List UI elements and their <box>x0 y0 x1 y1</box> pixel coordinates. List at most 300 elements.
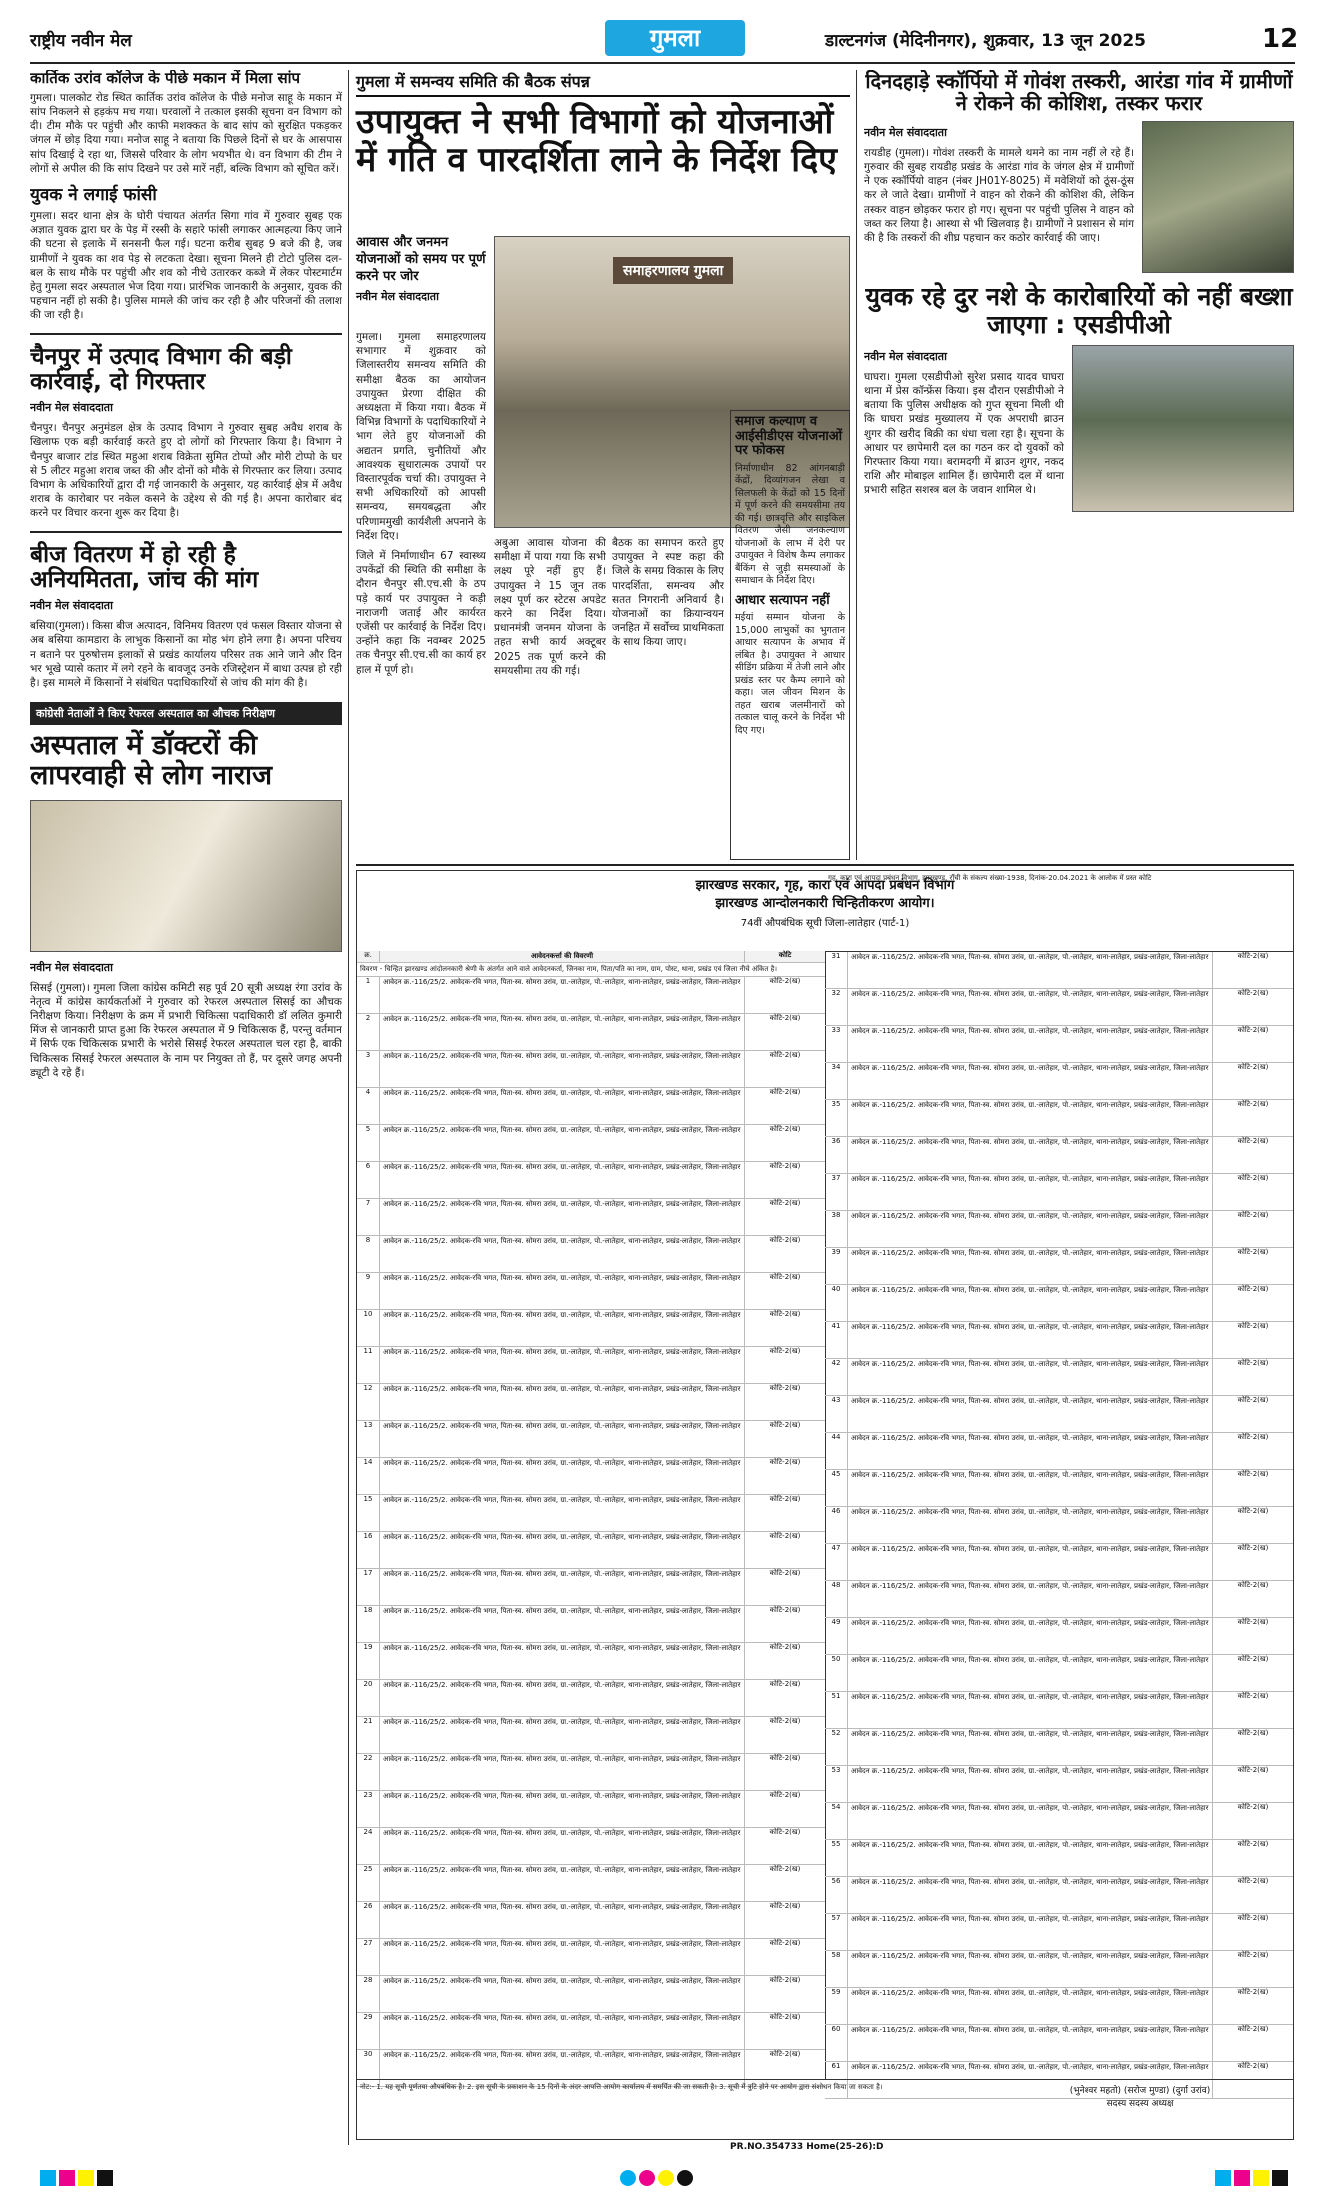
row-entry: आवेदन क्र.-116/25/2. आवेदक-रवि भगत, पिता-स्व. सोमरा उरांव, ग्रा.-लातेहार, पो.-लातेहार, थाना-लातेहार, प्रखंड-लातेहार, जिला-लातेहार <box>380 1939 745 1975</box>
row-category: कोटि-2(ख) <box>769 977 801 985</box>
swatch-yellow <box>78 2170 94 2186</box>
row-category: कोटि-2(ख) <box>1237 1692 1269 1700</box>
row-category: कोटि-2(ख) <box>1237 1914 1269 1922</box>
row-number: 35 <box>825 1100 848 1136</box>
table-row <box>825 2025 1293 2062</box>
row-category: कोटि-2(ख) <box>769 1125 801 1133</box>
row-entry: आवेदन क्र.-116/25/2. आवेदक-रवि भगत, पिता-स्व. सोमरा उरांव, ग्रा.-लातेहार, पो.-लातेहार, थाना-लातेहार, प्रखंड-लातेहार, जिला-लातेहार <box>380 1310 745 1346</box>
table-row <box>357 1310 825 1347</box>
swatch-yellow <box>1253 2170 1269 2186</box>
notice-signatures: (भुनेश्वर महतो) (सरोज मुण्डा) (दुर्गा उरांव) <box>1069 2086 1211 2096</box>
suicide-headline: युवक ने लगाई फांसी <box>30 185 157 206</box>
notice-rows-right <box>825 952 1293 2099</box>
row-entry: आवेदन क्र.-116/25/2. आवेदक-रवि भगत, पिता-स्व. सोमरा उरांव, ग्रा.-लातेहार, पो.-लातेहार, थाना-लातेहार, प्रखंड-लातेहार, जिला-लातेहार <box>848 1618 1213 1654</box>
main-body-p3: अबुआ आवास योजना की समीक्षा में पाया गया कि सभी लक्ष्य पूरे नहीं हुए हैं। उपायुक्त ने 15 जून तक लक्ष्य पूर्ण कर स्टेटस अपडेट करने का निर्देश दिया। प्रधानमंत्री जनमन योजना के तहत सभी कार्य अक्टूबर 2025 तक पूर्ण करने की समयसीमा तय की गई। <box>494 537 606 677</box>
table-row <box>825 1322 1293 1359</box>
row-entry: आवेदन क्र.-116/25/2. आवेदक-रवि भगत, पिता-स्व. सोमरा उरांव, ग्रा.-लातेहार, पो.-लातेहार, थाना-लातेहार, प्रखंड-लातेहार, जिला-लातेहार <box>848 1137 1213 1173</box>
row-number: 26 <box>357 1902 380 1938</box>
hospital-body: सिसई (गुमला)। गुमला जिला कांग्रेस कमिटी सह पूर्व 20 सूत्री अध्यक्ष रंगा उरांव के नेतृत्व में कांग्रेस कार्यकर्ताओं ने गुरुवार को रेफरल अस्पताल सिसई का औचक निरीक्षण किया। निरीक्षण के क्रम में प्रभारी चिकित्सा पदाधिकारी डॉ ललित कुमारी मिंज से जानकारी प्राप्त हुआ कि रेफरल अस्पताल में 9 चिकित्सक हैं, परन्तु वर्तमान में सिर्फ एक चिकित्सक प्रभारी के भरोसे सिसई रेफरल अस्पताल चल रहा है, बाकी चिकित्सक सिसई रेफरल अस्पताल के नाम पर नियुक्त तो हैं, पर दूसरे जगह अपनी ड्यूटी दे रहे हैं। <box>30 981 342 1079</box>
row-category: कोटि-2(ख) <box>1237 1174 1269 1182</box>
row-category: कोटि-2(ख) <box>769 2013 801 2021</box>
notice-title-3: 74वीं औपबंधिक सूची जिला-लातेहार (पार्ट-1) <box>740 918 910 929</box>
row-entry: आवेदन क्र.-116/25/2. आवेदक-रवि भगत, पिता-स्व. सोमरा उरांव, ग्रा.-लातेहार, पो.-लातेहार, थाना-लातेहार, प्रखंड-लातेहार, जिला-लातेहार <box>380 977 745 1013</box>
row-category: कोटि-2(ख) <box>1237 1137 1269 1145</box>
table-row <box>825 989 1293 1026</box>
row-entry: आवेदन क्र.-116/25/2. आवेदक-रवि भगत, पिता-स्व. सोमरा उरांव, ग्रा.-लातेहार, पो.-लातेहार, थाना-लातेहार, प्रखंड-लातेहार, जिला-लातेहार <box>848 1359 1213 1395</box>
row-number: 24 <box>357 1828 380 1864</box>
row-entry: आवेदन क्र.-116/25/2. आवेदक-रवि भगत, पिता-स्व. सोमरा उरांव, ग्रा.-लातेहार, पो.-लातेहार, थाना-लातेहार, प्रखंड-लातेहार, जिला-लातेहार <box>848 1211 1213 1247</box>
notice-roles: सदस्य सदस्य अध्यक्ष <box>1106 2099 1174 2109</box>
row-category: कोटि-2(ख) <box>769 1828 801 1836</box>
row-number: 21 <box>357 1717 380 1753</box>
row-category: कोटि-2(ख) <box>769 1717 801 1725</box>
row-number: 7 <box>357 1199 380 1235</box>
photo-banner-text: समाहरणालय गुमला <box>613 257 733 284</box>
row-number: 27 <box>357 1939 380 1975</box>
row-category: कोटि-2(ख) <box>1237 952 1269 960</box>
table-row <box>825 1803 1293 1840</box>
table-row <box>825 1507 1293 1544</box>
table-row <box>357 1162 825 1199</box>
divider <box>30 333 342 335</box>
row-number: 8 <box>357 1236 380 1272</box>
govt-notice <box>356 870 1294 2140</box>
row-number: 11 <box>357 1347 380 1383</box>
swatch-magenta <box>639 2170 655 2186</box>
row-entry: आवेदन क्र.-116/25/2. आवेदक-रवि भगत, पिता-स्व. सोमरा उरांव, ग्रा.-लातेहार, पो.-लातेहार, थाना-लातेहार, प्रखंड-लातेहार, जिला-लातेहार <box>848 1581 1213 1617</box>
row-number: 33 <box>825 1026 848 1062</box>
column-divider <box>856 70 857 860</box>
row-entry: आवेदन क्र.-116/25/2. आवेदक-रवि भगत, पिता-स्व. सोमरा उरांव, ग्रा.-लातेहार, पो.-लातेहार, थाना-लातेहार, प्रखंड-लातेहार, जिला-लातेहार <box>848 1248 1213 1284</box>
row-entry: आवेदन क्र.-116/25/2. आवेदक-रवि भगत, पिता-स्व. सोमरा उरांव, ग्रा.-लातेहार, पो.-लातेहार, थाना-लातेहार, प्रखंड-लातेहार, जिला-लातेहार <box>848 1914 1213 1950</box>
cattle-body: रायडीह (गुमला)। गोवंश तस्करी के मामले थमने का नाम नहीं ले रहे हैं। गुरुवार की सुबह रायडीह प्रखंड के आरंडा गांव के जंगल क्षेत्र में ग्रामीणों ने एक स्कॉर्पियो वाहन (नंबर JH01Y-8025) में मवेशियों को ठूंस-ठूंस कर ले जाते देखा। ग्रामीणों ने वाहन को रोकने की कोशिश की, लेकिन तस्कर वाहन छोड़कर फरार हो गए। सूचना पर पहुंची पुलिस ने वाहन को जब्त कर लिया है। आस्था से भी खिलवाड़ है। ग्रामीणों ने प्रशासन से मांग की है कि तस्करों की शीघ्र पहचान कर कठोर कार्रवाई की जाए। <box>864 146 1134 244</box>
row-number: 46 <box>825 1507 848 1543</box>
row-category: कोटि-2(ख) <box>769 2050 801 2058</box>
row-entry: आवेदन क्र.-116/25/2. आवेदक-रवि भगत, पिता-स्व. सोमरा उरांव, ग्रा.-लातेहार, पो.-लातेहार, थाना-लातेहार, प्रखंड-लातेहार, जिला-लातेहार <box>848 1655 1213 1691</box>
row-number: 57 <box>825 1914 848 1950</box>
row-number: 40 <box>825 1285 848 1321</box>
row-number: 39 <box>825 1248 848 1284</box>
cattle-headline: दिनदहाड़े स्कॉर्पियो में गोवंश तस्करी, आरंडा गांव में ग्रामीणों ने रोकने की कोशिश, तस्कर फरार <box>865 70 1293 116</box>
main-body-col1 <box>356 330 486 860</box>
drugs-headline: युवक रहे दुर नशे के कारोबारियों को नहीं बख्शा जाएगा : एसडीपीओ <box>865 281 1293 339</box>
table-row <box>825 1581 1293 1618</box>
table-row <box>357 977 825 1014</box>
row-number: 61 <box>825 2062 848 2098</box>
dateline: डाल्टनगंज (मेदिनीनगर), शुक्रवार, 13 जून 2025 <box>825 31 1146 51</box>
row-number: 23 <box>357 1791 380 1827</box>
row-number: 34 <box>825 1063 848 1099</box>
row-entry: आवेदन क्र.-116/25/2. आवेदक-रवि भगत, पिता-स्व. सोमरा उरांव, ग्रा.-लातेहार, पो.-लातेहार, थाना-लातेहार, प्रखंड-लातेहार, जिला-लातेहार <box>848 1174 1213 1210</box>
table-row <box>357 1384 825 1421</box>
main-subhead-box <box>356 234 486 310</box>
row-entry: आवेदन क्र.-116/25/2. आवेदक-रवि भगत, पिता-स्व. सोमरा उरांव, ग्रा.-लातेहार, पो.-लातेहार, थाना-लातेहार, प्रखंड-लातेहार, जिला-लातेहार <box>848 1544 1213 1580</box>
row-number: 42 <box>825 1359 848 1395</box>
section-tab <box>605 20 745 56</box>
row-number: 54 <box>825 1803 848 1839</box>
swatch-cyan <box>40 2170 56 2186</box>
row-entry: आवेदन क्र.-116/25/2. आवेदक-रवि भगत, पिता-स्व. सोमरा उरांव, ग्रा.-लातेहार, पो.-लातेहार, थाना-लातेहार, प्रखंड-लातेहार, जिला-लातेहार <box>848 1988 1213 2024</box>
row-entry: आवेदन क्र.-116/25/2. आवेदक-रवि भगत, पिता-स्व. सोमरा उरांव, ग्रा.-लातेहार, पो.-लातेहार, थाना-लातेहार, प्रखंड-लातेहार, जिला-लातेहार <box>380 1088 745 1124</box>
row-entry: आवेदन क्र.-116/25/2. आवेदक-रवि भगत, पिता-स्व. सोमरा उरांव, ग्रा.-लातेहार, पो.-लातेहार, थाना-लातेहार, प्रखंड-लातेहार, जिला-लातेहार <box>380 1754 745 1790</box>
row-category: कोटि-2(ख) <box>1237 1285 1269 1293</box>
row-number: 58 <box>825 1951 848 1987</box>
row-entry: आवेदन क्र.-116/25/2. आवेदक-रवि भगत, पिता-स्व. सोमरा उरांव, ग्रा.-लातेहार, पो.-लातेहार, थाना-लातेहार, प्रखंड-लातेहार, जिला-लातेहार <box>380 1495 745 1531</box>
row-entry: आवेदन क्र.-116/25/2. आवेदक-रवि भगत, पिता-स्व. सोमरा उरांव, ग्रा.-लातेहार, पो.-लातेहार, थाना-लातेहार, प्रखंड-लातेहार, जिला-लातेहार <box>380 1421 745 1457</box>
table-row <box>357 1273 825 1310</box>
row-entry: आवेदन क्र.-116/25/2. आवेदक-रवि भगत, पिता-स्व. सोमरा उरांव, ग्रा.-लातेहार, पो.-लातेहार, थाना-लातेहार, प्रखंड-लातेहार, जिला-लातेहार <box>848 1396 1213 1432</box>
row-entry: आवेदन क्र.-116/25/2. आवेदक-रवि भगत, पिता-स्व. सोमरा उरांव, ग्रा.-लातेहार, पो.-लातेहार, थाना-लातेहार, प्रखंड-लातेहार, जिला-लातेहार <box>380 1384 745 1420</box>
swatch-cyan <box>1215 2170 1231 2186</box>
row-entry: आवेदन क्र.-116/25/2. आवेदक-रवि भगत, पिता-स्व. सोमरा उरांव, ग्रा.-लातेहार, पो.-लातेहार, थाना-लातेहार, प्रखंड-लातेहार, जिला-लातेहार <box>380 1791 745 1827</box>
row-entry: आवेदन क्र.-116/25/2. आवेदक-रवि भगत, पिता-स्व. सोमरा उरांव, ग्रा.-लातेहार, पो.-लातेहार, थाना-लातेहार, प्रखंड-लातेहार, जिला-लातेहार <box>380 1458 745 1494</box>
row-number: 1 <box>357 977 380 1013</box>
row-number: 22 <box>357 1754 380 1790</box>
table-row <box>357 1088 825 1125</box>
table-row <box>357 1532 825 1569</box>
row-number: 12 <box>357 1384 380 1420</box>
row-number: 38 <box>825 1211 848 1247</box>
table-row <box>357 1421 825 1458</box>
row-entry: आवेदन क्र.-116/25/2. आवेदक-रवि भगत, पिता-स्व. सोमरा उरांव, ग्रा.-लातेहार, पो.-लातेहार, थाना-लातेहार, प्रखंड-लातेहार, जिला-लातेहार <box>380 1680 745 1716</box>
main-body-col2 <box>494 536 606 860</box>
notice-addr: गृह, कारा एवं आपदा प्रबंधन विभाग, झारखण्ड, राँची के संकल्प संख्या-1938, दिनांक-20.04.2021 के आलोक में प्रस्त कोटि <box>825 871 1293 952</box>
excise-byline: नवीन मेल संवाददाता <box>30 401 113 415</box>
swatch-magenta <box>1234 2170 1250 2186</box>
row-category: कोटि-2(ख) <box>1237 2062 1269 2070</box>
row-entry: आवेदन क्र.-116/25/2. आवेदक-रवि भगत, पिता-स्व. सोमरा उरांव, ग्रा.-लातेहार, पो.-लातेहार, थाना-लातेहार, प्रखंड-लातेहार, जिला-लातेहार <box>380 1606 745 1642</box>
row-entry: आवेदन क्र.-116/25/2. आवेदक-रवि भगत, पिता-स्व. सोमरा उरांव, ग्रा.-लातेहार, पो.-लातेहार, थाना-लातेहार, प्रखंड-लातेहार, जिला-लातेहार <box>848 1803 1213 1839</box>
row-entry: आवेदन क्र.-116/25/2. आवेदक-रवि भगत, पिता-स्व. सोमरा उरांव, ग्रा.-लातेहार, पो.-लातेहार, थाना-लातेहार, प्रखंड-लातेहार, जिला-लातेहार <box>380 1902 745 1938</box>
table-row <box>357 1051 825 1088</box>
row-entry: आवेदन क्र.-116/25/2. आवेदक-रवि भगत, पिता-स्व. सोमरा उरांव, ग्रा.-लातेहार, पो.-लातेहार, थाना-लातेहार, प्रखंड-लातेहार, जिला-लातेहार <box>848 1692 1213 1728</box>
row-category: कोटि-2(ख) <box>769 1273 801 1281</box>
row-category: कोटि-2(ख) <box>1237 1433 1269 1441</box>
table-row <box>825 1544 1293 1581</box>
col-no: क्र. <box>357 951 380 962</box>
row-entry: आवेदन क्र.-116/25/2. आवेदक-रवि भगत, पिता-स्व. सोमरा उरांव, ग्रा.-लातेहार, पो.-लातेहार, थाना-लातेहार, प्रखंड-लातेहार, जिला-लातेहार <box>848 1433 1213 1469</box>
row-number: 50 <box>825 1655 848 1691</box>
row-category: कोटि-2(ख) <box>769 1569 801 1577</box>
table-row <box>825 1396 1293 1433</box>
row-category: कोटि-2(ख) <box>1237 1359 1269 1367</box>
row-number: 14 <box>357 1458 380 1494</box>
row-number: 59 <box>825 1988 848 2024</box>
row-category: कोटि-2(ख) <box>769 1310 801 1318</box>
row-category: कोटि-2(ख) <box>769 1902 801 1910</box>
row-number: 13 <box>357 1421 380 1457</box>
row-category: कोटि-2(ख) <box>769 1458 801 1466</box>
main-body-p2: जिले में निर्माणाधीन 67 स्वास्थ्य उपकेंद्रों की स्थिति की समीक्षा के दौरान चैनपुर सी.एच.सी के ठप पड़े कार्य पर उपायुक्त ने कड़ी नाराजगी जताई और कार्यरत एजेंसी पर कार्रवाई के निर्देश दिए। उन्होंने कहा कि नवम्बर 2025 तक चैनपुर सी.एच.सी का कार्य हर हाल में पूर्ण हो। <box>356 550 486 676</box>
table-row <box>357 1199 825 1236</box>
table-row <box>357 1717 825 1754</box>
row-entry: आवेदन क्र.-116/25/2. आवेदक-रवि भगत, पिता-स्व. सोमरा उरांव, ग्रा.-लातेहार, पो.-लातेहार, थाना-लातेहार, प्रखंड-लातेहार, जिला-लातेहार <box>380 1532 745 1568</box>
row-category: कोटि-2(ख) <box>769 1754 801 1762</box>
row-entry: आवेदन क्र.-116/25/2. आवेदक-रवि भगत, पिता-स्व. सोमरा उरांव, ग्रा.-लातेहार, पो.-लातेहार, थाना-लातेहार, प्रखंड-लातेहार, जिला-लातेहार <box>848 1877 1213 1913</box>
row-entry: आवेदन क्र.-116/25/2. आवेदक-रवि भगत, पिता-स्व. सोमरा उरांव, ग्रा.-लातेहार, पो.-लातेहार, थाना-लातेहार, प्रखंड-लातेहार, जिला-लातेहार <box>848 1766 1213 1802</box>
table-row <box>357 1606 825 1643</box>
congress-banner-text: कांग्रेसी नेताओं ने किए रेफरल अस्पताल का औचक निरीक्षण <box>36 707 275 721</box>
table-row <box>825 1174 1293 1211</box>
snake-body: गुमला। पालकोट रोड स्थित कार्तिक उरांव कॉलेज के पीछे मनोज साहू के मकान में सांप निकलने से हड़कंप मच गया। घरवालों ने तत्काल इसकी सूचना वन विभाग को दी। टीम मौके पर पहुंची और काफी मशक्कत के बाद सांप को सुरक्षित पकड़कर जंगल में छोड़ दिया गया। मनोज साहू ने बताया कि पिछले दिनों से घर के आसपास सांप दिखाई दे रहा था, जिससे परिवार के लोग भयभीत थे। वन विभाग की टीम ने लोगों से अपील की कि सांप दिखने पर उसे मारें नहीं, बल्कि विभाग को सूचित करें। <box>30 91 342 175</box>
row-number: 32 <box>825 989 848 1025</box>
seed-headline: बीज वितरण में हो रही है अनियमितता, जांच की मांग <box>30 541 259 594</box>
row-number: 56 <box>825 1877 848 1913</box>
row-entry: आवेदन क्र.-116/25/2. आवेदक-रवि भगत, पिता-स्व. सोमरा उरांव, ग्रा.-लातेहार, पो.-लातेहार, थाना-लातेहार, प्रखंड-लातेहार, जिला-लातेहार <box>848 989 1213 1025</box>
row-number: 6 <box>357 1162 380 1198</box>
table-row <box>825 1137 1293 1174</box>
table-row <box>357 1939 825 1976</box>
table-row <box>825 1655 1293 1692</box>
table-row <box>825 1914 1293 1951</box>
table-row <box>357 1976 825 2013</box>
row-category: कोटि-2(ख) <box>1237 1766 1269 1774</box>
notice-rows-left <box>357 977 825 2087</box>
row-entry: आवेदन क्र.-116/25/2. आवेदक-रवि भगत, पिता-स्व. सोमरा उरांव, ग्रा.-लातेहार, पो.-लातेहार, थाना-लातेहार, प्रखंड-लातेहार, जिला-लातेहार <box>380 1976 745 2012</box>
main-subhead: आवास और जनमन योजनाओं को समय पर पूर्ण करने पर जोर <box>356 235 486 284</box>
row-number: 4 <box>357 1088 380 1124</box>
row-entry: आवेदन क्र.-116/25/2. आवेदक-रवि भगत, पिता-स्व. सोमरा उरांव, ग्रा.-लातेहार, पो.-लातेहार, थाना-लातेहार, प्रखंड-लातेहार, जिला-लातेहार <box>848 1100 1213 1136</box>
table-row <box>357 1569 825 1606</box>
row-category: कोटि-2(ख) <box>1237 1507 1269 1515</box>
scorpio-photo <box>1142 121 1294 273</box>
row-category: कोटि-2(ख) <box>1237 1655 1269 1663</box>
table-row <box>357 1347 825 1384</box>
table-row <box>825 1618 1293 1655</box>
cattle-byline: नवीन मेल संवाददाता <box>864 125 947 139</box>
table-row <box>357 1828 825 1865</box>
row-number: 55 <box>825 1840 848 1876</box>
row-category: कोटि-2(ख) <box>769 1236 801 1244</box>
row-entry: आवेदन क्र.-116/25/2. आवेदक-रवि भगत, पिता-स्व. सोमरा उरांव, ग्रा.-लातेहार, पो.-लातेहार, थाना-लातेहार, प्रखंड-लातेहार, जिला-लातेहार <box>848 1285 1213 1321</box>
row-number: 30 <box>357 2050 380 2086</box>
row-category: कोटि-2(ख) <box>1237 989 1269 997</box>
col-name: आवेदनकर्त्ता की विवरणी <box>380 951 745 962</box>
hospital-byline: नवीन मेल संवाददाता <box>30 960 113 974</box>
row-number: 60 <box>825 2025 848 2061</box>
row-number: 2 <box>357 1014 380 1050</box>
drugs-body: घाघरा। गुमला एसडीपीओ सुरेश प्रसाद यादव घाघरा थाना में प्रेस कॉन्फ्रेंस किया। इस दौरान एसडीपीओ ने बताया कि पुलिस अधीक्षक को गुप्त सूचना मिली थी कि घाघरा प्रखंड मुख्यालय में एक अपराधी ब्राउन शुगर की खरीद बिक्री का धंधा चला रहा है। सूचना के आधार पर छापेमारी दल का गठन कर दो युवकों को गिरफ्तार किया गया। बरामदगी में ब्राउन शुगर, नकद राशि और मोबाइल शामिल हैं। छापेमारी दल में थाना प्रभारी सहित सशस्त्र बल के जवान शामिल थे। <box>864 370 1064 497</box>
seed-body: बसिया(गुमला)। किसा बीज अत्पादन, विनिमय वितरण एवं फसल विस्तार योजना से अब बसिया कामडारा के लाभुक किसानों का मोह भंग होने लगा है। अपना परिचय न बताने पर पुरुषोत्तम इलाकों से प्रखंड कार्यालय परिसर तक आने जाने और दिन भर भूखे प्यासे कतार में लगे रहने के बावजूद उनके रजिस्ट्रेशन में बाधा उत्पन्न हो रही है। इस मामले में किसानों ने संबंधित पदाधिकारियों से जांच की मांग की है। <box>30 620 342 689</box>
main-body-p4: बैठक का समापन करते हुए उपायुक्त ने स्पष्ट कहा की जिले के समग्र विकास के लिए पारदर्शिता, समन्वय और सतत निगरानी अनिवार्य है। योजनाओं का क्रियान्वयन जनहित में सर्वोच्च प्राथमिकता के साथ किया जाए। <box>612 537 724 649</box>
table-row <box>825 1285 1293 1322</box>
row-category: कोटि-2(ख) <box>769 1014 801 1022</box>
row-category: कोटि-2(ख) <box>769 1347 801 1355</box>
table-header <box>357 951 825 963</box>
table-row <box>357 1680 825 1717</box>
table-row <box>825 1840 1293 1877</box>
masthead <box>30 18 1299 62</box>
left-column <box>30 70 342 2150</box>
table-row <box>357 1495 825 1532</box>
row-category: कोटि-2(ख) <box>1237 1803 1269 1811</box>
table-row <box>825 1211 1293 1248</box>
table-row <box>357 1643 825 1680</box>
focus-box <box>730 410 850 860</box>
row-number: 15 <box>357 1495 380 1531</box>
table-row <box>825 952 1293 989</box>
row-number: 51 <box>825 1692 848 1728</box>
table-row <box>357 1902 825 1939</box>
main-byline: नवीन मेल संवाददाता <box>356 290 439 303</box>
row-entry: आवेदन क्र.-116/25/2. आवेदक-रवि भगत, पिता-स्व. सोमरा उरांव, ग्रा.-लातेहार, पो.-लातेहार, थाना-लातेहार, प्रखंड-लातेहार, जिला-लातेहार <box>380 1717 745 1753</box>
row-category: कोटि-2(ख) <box>1237 1951 1269 1959</box>
excise-headline: चैनपुर में उत्पाद विभाग की बड़ी कार्रवाई, दो गिरफ्तार <box>30 343 292 396</box>
snake-headline: कार्तिक उरांव कॉलेज के पीछे मकान में मिला सांप <box>30 70 300 87</box>
row-category: कोटि-2(ख) <box>1237 1544 1269 1552</box>
row-number: 49 <box>825 1618 848 1654</box>
row-entry: आवेदन क्र.-116/25/2. आवेदक-रवि भगत, पिता-स्व. सोमरा उरांव, ग्रा.-लातेहार, पो.-लातेहार, थाना-लातेहार, प्रखंड-लातेहार, जिला-लातेहार <box>380 1865 745 1901</box>
table-row <box>825 1729 1293 1766</box>
table-row <box>825 1063 1293 1100</box>
row-number: 43 <box>825 1396 848 1432</box>
row-entry: आवेदन क्र.-116/25/2. आवेदक-रवि भगत, पिता-स्व. सोमरा उरांव, ग्रा.-लातेहार, पो.-लातेहार, थाना-लातेहार, प्रखंड-लातेहार, जिला-लातेहार <box>380 1643 745 1679</box>
row-number: 45 <box>825 1470 848 1506</box>
row-category: कोटि-2(ख) <box>1237 1396 1269 1404</box>
aadhaar-headline: आधार सत्यापन नहीं <box>735 592 830 608</box>
notice-table-left <box>357 951 826 2079</box>
swatch-magenta <box>59 2170 75 2186</box>
row-number: 37 <box>825 1174 848 1210</box>
row-entry: आवेदन क्र.-116/25/2. आवेदक-रवि भगत, पिता-स्व. सोमरा उरांव, ग्रा.-लातेहार, पो.-लातेहार, थाना-लातेहार, प्रखंड-लातेहार, जिला-लातेहार <box>848 1063 1213 1099</box>
row-entry: आवेदन क्र.-116/25/2. आवेदक-रवि भगत, पिता-स्व. सोमरा उरांव, ग्रा.-लातेहार, पो.-लातेहार, थाना-लातेहार, प्रखंड-लातेहार, जिला-लातेहार <box>848 2062 1213 2098</box>
row-number: 3 <box>357 1051 380 1087</box>
table-row <box>825 1988 1293 2025</box>
row-category: कोटि-2(ख) <box>1237 1211 1269 1219</box>
table-row <box>825 1470 1293 1507</box>
table-row <box>825 1248 1293 1285</box>
row-entry: आवेदन क्र.-116/25/2. आवेदक-रवि भगत, पिता-स्व. सोमरा उरांव, ग्रा.-लातेहार, पो.-लातेहार, थाना-लातेहार, प्रखंड-लातेहार, जिला-लातेहार <box>380 1828 745 1864</box>
pr-number: PR.NO.354733 Home(25-26):D <box>730 2142 884 2152</box>
swatch-black <box>97 2170 113 2186</box>
row-entry: आवेदन क्र.-116/25/2. आवेदक-रवि भगत, पिता-स्व. सोमरा उरांव, ग्रा.-लातेहार, पो.-लातेहार, थाना-लातेहार, प्रखंड-लातेहार, जिला-लातेहार <box>380 1051 745 1087</box>
row-category: कोटि-2(ख) <box>769 1643 801 1651</box>
row-number: 47 <box>825 1544 848 1580</box>
notice-title-2: झारखण्ड आन्दोलनकारी चिन्हितीकरण आयोग। <box>715 896 935 911</box>
main-body-col3 <box>612 536 724 860</box>
row-number: 17 <box>357 1569 380 1605</box>
row-category: कोटि-2(ख) <box>769 1791 801 1799</box>
row-category: कोटि-2(ख) <box>769 1162 801 1170</box>
row-category: कोटि-2(ख) <box>1237 1100 1269 1108</box>
suicide-body: गुमला। सदर थाना क्षेत्र के घोरी पंचायत अंतर्गत सिगा गांव में गुरुवार सुबह एक अज्ञात युवक द्वारा घर के पेड़ में रस्सी के सहारे फांसी लगाकर आत्महत्या किए जाने की घटना से इलाके में सनसनी फैल गई। घटना करीब सुबह 9 बजे की है, जब ग्रामीणों ने युवक का शव पेड़ से लटकता देखा। सूचना मिलने ही टोटो पुलिस दल-बल के साथ मौके पर पहुंची और शव को नीचे उतारकर कब्जे में लेकर पोस्टमार्टम हेतु गुमला सदर अस्पताल भेज दिया गया। प्रारंभिक जानकारी के अनुसार, युवक की पहचान नहीं हो सकी है। पुलिस मामले की जांच कर रही है और परिजनों की तलाश की जा रही है। <box>30 210 342 322</box>
row-number: 48 <box>825 1581 848 1617</box>
row-entry: आवेदन क्र.-116/25/2. आवेदक-रवि भगत, पिता-स्व. सोमरा उरांव, ग्रा.-लातेहार, पो.-लातेहार, थाना-लातेहार, प्रखंड-लातेहार, जिला-लातेहार <box>848 2025 1213 2061</box>
main-kicker: गुमला में समन्वय समिति की बैठक संपन्न <box>356 70 850 97</box>
row-category: कोटि-2(ख) <box>769 1939 801 1947</box>
row-entry: आवेदन क्र.-116/25/2. आवेदक-रवि भगत, पिता-स्व. सोमरा उरांव, ग्रा.-लातेहार, पो.-लातेहार, थाना-लातेहार, प्रखंड-लातेहार, जिला-लातेहार <box>848 1026 1213 1062</box>
row-entry: आवेदन क्र.-116/25/2. आवेदक-रवि भगत, पिता-स्व. सोमरा उरांव, ग्रा.-लातेहार, पो.-लातेहार, थाना-लातेहार, प्रखंड-लातेहार, जिला-लातेहार <box>848 1951 1213 1987</box>
seed-byline: नवीन मेल संवाददाता <box>30 599 113 613</box>
row-number: 29 <box>357 2013 380 2049</box>
row-category: कोटि-2(ख) <box>1237 1988 1269 1996</box>
row-number: 41 <box>825 1322 848 1358</box>
row-entry: आवेदन क्र.-116/25/2. आवेदक-रवि भगत, पिता-स्व. सोमरा उरांव, ग्रा.-लातेहार, पो.-लातेहार, थाना-लातेहार, प्रखंड-लातेहार, जिला-लातेहार <box>380 1273 745 1309</box>
row-number: 25 <box>357 1865 380 1901</box>
table-row <box>357 1791 825 1828</box>
table-row <box>825 1766 1293 1803</box>
row-category: कोटि-2(ख) <box>1237 1063 1269 1071</box>
row-entry: आवेदन क्र.-116/25/2. आवेदक-रवि भगत, पिता-स्व. सोमरा उरांव, ग्रा.-लातेहार, पो.-लातेहार, थाना-लातेहार, प्रखंड-लातेहार, जिला-लातेहार <box>380 1347 745 1383</box>
row-entry: आवेदन क्र.-116/25/2. आवेदक-रवि भगत, पिता-स्व. सोमरा उरांव, ग्रा.-लातेहार, पो.-लातेहार, थाना-लातेहार, प्रखंड-लातेहार, जिला-लातेहार <box>848 1507 1213 1543</box>
row-category: कोटि-2(ख) <box>1237 1248 1269 1256</box>
row-category: कोटि-2(ख) <box>1237 1322 1269 1330</box>
swatch-yellow <box>658 2170 674 2186</box>
row-number: 52 <box>825 1729 848 1765</box>
notice-rule <box>356 864 1294 866</box>
table-row <box>825 1359 1293 1396</box>
row-category: कोटि-2(ख) <box>769 1495 801 1503</box>
row-entry: आवेदन क्र.-116/25/2. आवेदक-रवि भगत, पिता-स्व. सोमरा उरांव, ग्रा.-लातेहार, पो.-लातेहार, थाना-लातेहार, प्रखंड-लातेहार, जिला-लातेहार <box>380 1236 745 1272</box>
row-entry: आवेदन क्र.-116/25/2. आवेदक-रवि भगत, पिता-स्व. सोमरा उरांव, ग्रा.-लातेहार, पो.-लातेहार, थाना-लातेहार, प्रखंड-लातेहार, जिला-लातेहार <box>848 1840 1213 1876</box>
column-divider <box>348 70 349 2145</box>
row-entry: आवेदन क्र.-116/25/2. आवेदक-रवि भगत, पिता-स्व. सोमरा उरांव, ग्रा.-लातेहार, पो.-लातेहार, थाना-लातेहार, प्रखंड-लातेहार, जिला-लातेहार <box>848 1729 1213 1765</box>
row-entry: आवेदन क्र.-116/25/2. आवेदक-रवि भगत, पिता-स्व. सोमरा उरांव, ग्रा.-लातेहार, पो.-लातेहार, थाना-लातेहार, प्रखंड-लातेहार, जिला-लातेहार <box>848 1470 1213 1506</box>
row-category: कोटि-2(ख) <box>1237 2025 1269 2033</box>
row-category: कोटि-2(ख) <box>769 1865 801 1873</box>
section-title: गुमला <box>649 24 701 52</box>
row-category: कोटि-2(ख) <box>1237 1618 1269 1626</box>
page-number: 12 <box>1262 24 1299 54</box>
notice-title-1: झारखण्ड सरकार, गृह, कारा एवं आपदा प्रबंधन विभाग <box>695 878 955 893</box>
hospital-headline: अस्पताल में डॉक्टरों की लापरवाही से लोग नाराज <box>30 730 273 792</box>
row-category: कोटि-2(ख) <box>1237 1470 1269 1478</box>
color-bar-right <box>1215 2170 1291 2190</box>
row-category: कोटि-2(ख) <box>769 1421 801 1429</box>
row-category: कोटि-2(ख) <box>769 1051 801 1059</box>
table-row <box>825 1877 1293 1914</box>
row-category: कोटि-2(ख) <box>1237 1026 1269 1034</box>
table-row <box>825 1951 1293 1988</box>
row-number: 5 <box>357 1125 380 1161</box>
row-entry: आवेदन क्र.-116/25/2. आवेदक-रवि भगत, पिता-स्व. सोमरा उरांव, ग्रा.-लातेहार, पो.-लातेहार, थाना-लातेहार, प्रखंड-लातेहार, जिला-लातेहार <box>380 2013 745 2049</box>
excise-body: चैनपुर। चैनपुर अनुमंडल क्षेत्र के उत्पाद विभाग ने गुरुवार सुबह अवैध शराब के खिलाफ एक बड़ी कार्रवाई करते हुए दो लोगों को गिरफ्तार किया है। विभाग ने चैनपुर बाजार टांड स्थित महुआ शराब विक्रेता सुमित टोप्पो और मोरी टोप्पो के घर से 5 लीटर महुआ शराब जब्त की और दोनों को मौके से गिरफ्तार कर लिया। उत्पाद विभाग के अधिकारियों द्वारा दी गई जानकारी के अनुसार, यह कार्रवाई क्षेत्र में अवैध शराब के कारोबार पर नकेल कसने के उद्देश्य से की गई है। अपना कारोबार बंद करने पर विचार करना शुरू कर दिया है। <box>30 422 342 520</box>
row-category: कोटि-2(ख) <box>769 1976 801 1984</box>
masthead-left: राष्ट्रीय नवीन मेल <box>30 31 132 51</box>
row-number: 20 <box>357 1680 380 1716</box>
row-category: कोटि-2(ख) <box>1237 1581 1269 1589</box>
main-headline: उपायुक्त ने सभी विभागों को योजनाओं में गति व पारदर्शिता लाने के निर्देश दिए <box>356 102 837 181</box>
table-row <box>825 1692 1293 1729</box>
row-category: कोटि-2(ख) <box>769 1088 801 1096</box>
row-number: 10 <box>357 1310 380 1346</box>
table-row <box>357 2013 825 2050</box>
row-category: कोटि-2(ख) <box>769 1532 801 1540</box>
row-category: कोटि-2(ख) <box>769 1199 801 1207</box>
row-number: 18 <box>357 1606 380 1642</box>
notice-intro: विवरण - चिन्हित झारखण्ड आंदोलनकारी श्रेणी के अंतर्गत आने वाले आवेदनकर्ता, जिनका नाम, पिता/पति का नाम, ग्राम, पोस्ट, थाना, प्रखंड एवं जिला नीचे अंकित है। <box>357 963 825 977</box>
row-number: 31 <box>825 952 848 988</box>
notice-note: नोट:- 1. यह सूची पूर्णतया औपबंधिक है। 2. इस सूची के प्रकाशन के 15 दिनों के अंदर आपत्ति आयोग कार्यालय में समर्पित की जा सकती है। 3. सूची में त्रुटि होने पर आयोग द्वारा संशोधन किया जा सकता है। <box>360 2083 883 2091</box>
row-number: 16 <box>357 1532 380 1568</box>
color-bar-left <box>40 2170 116 2190</box>
row-category: कोटि-2(ख) <box>769 1680 801 1688</box>
swatch-cyan <box>620 2170 636 2186</box>
row-category: कोटि-2(ख) <box>1237 1877 1269 1885</box>
row-number: 19 <box>357 1643 380 1679</box>
row-number: 44 <box>825 1433 848 1469</box>
right-column <box>864 70 1294 860</box>
row-number: 28 <box>357 1976 380 2012</box>
notice-table-right <box>825 871 1293 2079</box>
swatch-black <box>1272 2170 1288 2186</box>
row-entry: आवेदन क्र.-116/25/2. आवेदक-रवि भगत, पिता-स्व. सोमरा उरांव, ग्रा.-लातेहार, पो.-लातेहार, थाना-लातेहार, प्रखंड-लातेहार, जिला-लातेहार <box>380 2050 745 2086</box>
table-row <box>357 1754 825 1791</box>
row-category: कोटि-2(ख) <box>1237 1840 1269 1848</box>
drugs-byline: नवीन मेल संवाददाता <box>864 349 947 363</box>
focus-body: निर्माणाधीन 82 आंगनबाड़ी केंद्रों, दिव्यांगजन लेखा व सिलफली के केंद्रों को 15 दिनों में पूर्ण करने की समयसीमा तय की गई। छात्रवृत्ति और साइकिल वितरण जैसी जनकल्याण योजनाओं के लाभ में देरी पर उपायुक्त ने विशेष कैम्प लगाकर बैंकिंग से जुड़ी समस्याओं के समाधान के निर्देश दिए। <box>735 462 845 587</box>
color-bar-center <box>620 2170 696 2190</box>
